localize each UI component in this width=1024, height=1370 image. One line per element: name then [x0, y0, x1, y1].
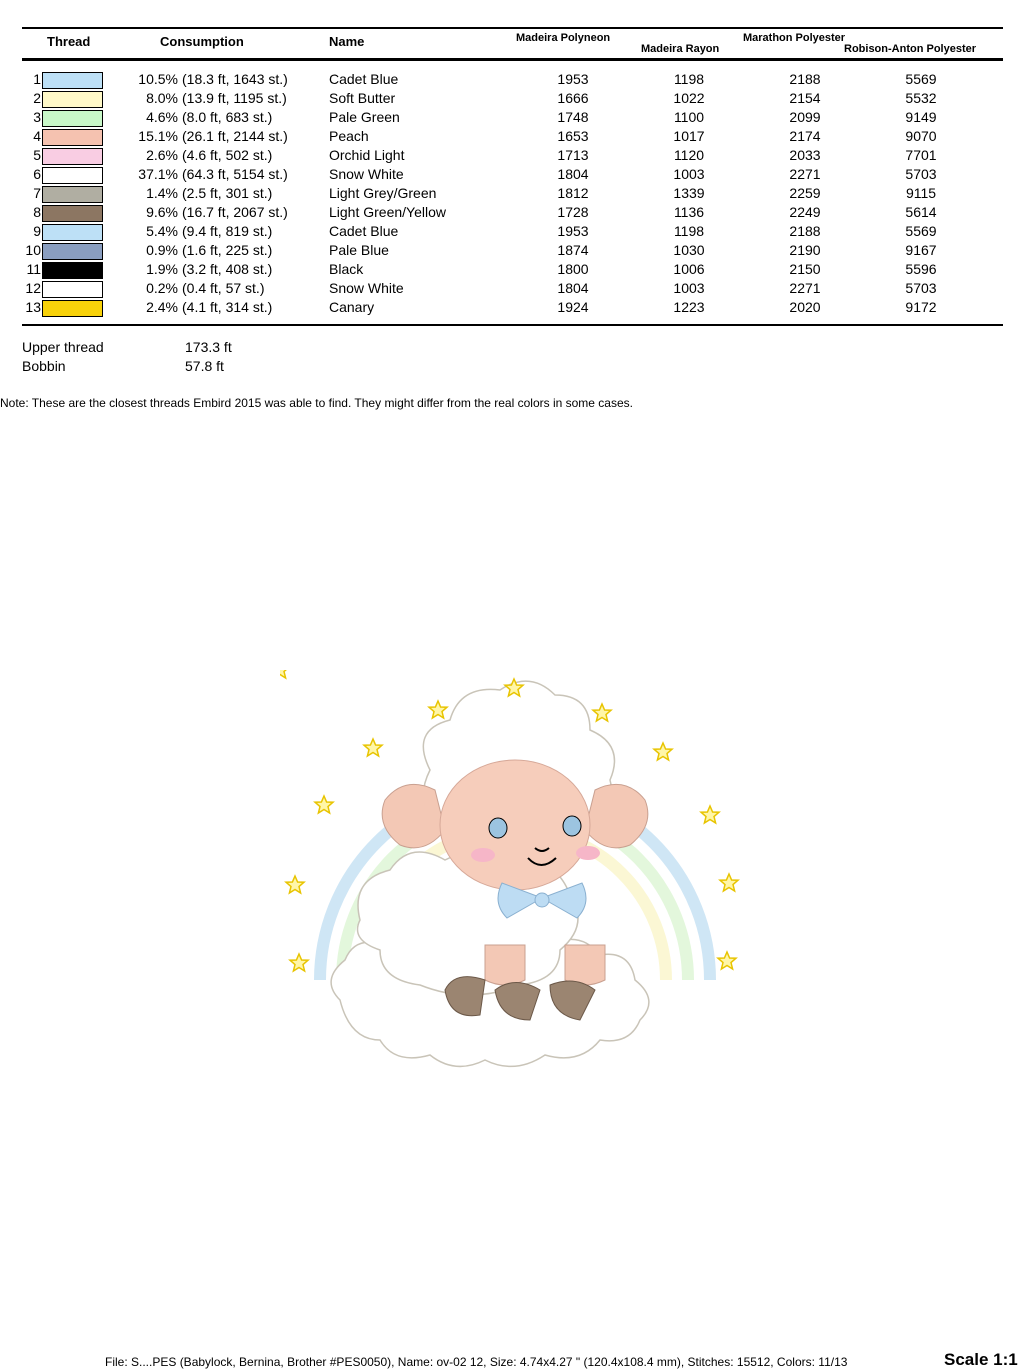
- thread-row: [0, 279, 1024, 298]
- header-robison-anton: Robison-Anton Polyester: [844, 43, 977, 55]
- madeira-polyneon-code: 1812: [557, 185, 589, 201]
- header-name: Name: [329, 34, 365, 49]
- marathon-polyester-code: 2188: [789, 71, 821, 87]
- upper-thread-value: 173.3 ft: [185, 339, 232, 355]
- marathon-polyester-code: 2174: [789, 128, 821, 144]
- thread-number: 10: [25, 242, 41, 258]
- marathon-polyester-code: 2190: [789, 242, 821, 258]
- header-thread: Thread: [47, 34, 91, 49]
- thread-percent: 0.9%: [146, 242, 178, 258]
- thread-number: 13: [25, 299, 41, 315]
- thread-usage-detail: (26.1 ft, 2144 st.): [182, 128, 288, 144]
- madeira-rayon-code: 1198: [673, 223, 705, 239]
- thread-name: Black: [329, 261, 364, 277]
- thread-percent: 15.1%: [138, 128, 178, 144]
- madeira-rayon-code: 1030: [673, 242, 705, 258]
- note-text: Note: These are the closest threads Embird 2015 was able to find. They might differ from the real colors in some cases.: [0, 396, 633, 410]
- thread-percent: 10.5%: [138, 71, 178, 87]
- thread-number: 9: [33, 223, 41, 239]
- thread-color-swatch: [42, 110, 103, 127]
- madeira-rayon-code: 1136: [673, 204, 705, 220]
- madeira-polyneon-code: 1800: [557, 261, 589, 277]
- upper-thread-label: Upper thread: [22, 339, 104, 355]
- madeira-rayon-code: 1339: [673, 185, 705, 201]
- thread-name: Pale Blue: [329, 242, 389, 258]
- robison-anton-code: 9167: [905, 242, 937, 258]
- thread-percent: 0.2%: [146, 280, 178, 296]
- madeira-polyneon-code: 1713: [557, 147, 589, 163]
- thread-usage-detail: (13.9 ft, 1195 st.): [182, 90, 287, 106]
- marathon-polyester-code: 2249: [789, 204, 821, 220]
- robison-anton-code: 5703: [905, 280, 937, 296]
- thread-color-swatch: [42, 186, 103, 203]
- thread-percent: 8.0%: [146, 90, 178, 106]
- thread-color-swatch: [42, 262, 103, 279]
- thread-name: Orchid Light: [329, 147, 405, 163]
- lamb-right-ear: [585, 784, 648, 847]
- header-madeira-rayon: Madeira Rayon: [641, 43, 720, 55]
- thread-color-swatch: [42, 243, 103, 260]
- thread-row: [0, 89, 1024, 108]
- robison-anton-code: 7701: [905, 147, 937, 163]
- marathon-polyester-code: 2271: [789, 280, 821, 296]
- thread-usage-detail: (1.6 ft, 225 st.): [182, 242, 273, 258]
- madeira-polyneon-code: 1953: [557, 223, 589, 239]
- thread-row: [0, 127, 1024, 146]
- thread-number: 11: [26, 261, 41, 277]
- robison-anton-code: 5614: [905, 204, 937, 220]
- madeira-polyneon-code: 1748: [557, 109, 589, 125]
- thread-name: Light Green/Yellow: [329, 204, 447, 220]
- robison-anton-code: 9149: [905, 109, 937, 125]
- thread-color-swatch: [42, 129, 103, 146]
- thread-usage-detail: (9.4 ft, 819 st.): [182, 223, 273, 239]
- madeira-rayon-code: 1003: [673, 166, 705, 182]
- robison-anton-code: 9115: [905, 185, 937, 201]
- thread-row: [0, 108, 1024, 127]
- thread-number: 1: [33, 71, 41, 87]
- lamb-right-cheek: [576, 846, 600, 860]
- lamb-right-eye: [563, 816, 581, 836]
- thread-usage-detail: (64.3 ft, 5154 st.): [182, 166, 288, 182]
- madeira-rayon-code: 1006: [673, 261, 705, 277]
- madeira-polyneon-code: 1804: [557, 166, 589, 182]
- thread-row: [0, 203, 1024, 222]
- marathon-polyester-code: 2259: [789, 185, 821, 201]
- thread-name: Snow White: [329, 166, 404, 182]
- thread-usage-detail: (0.4 ft, 57 st.): [182, 280, 265, 296]
- thread-percent: 2.6%: [146, 147, 178, 163]
- thread-name: Canary: [329, 299, 375, 315]
- thread-usage-detail: (4.1 ft, 314 st.): [182, 299, 273, 315]
- thread-percent: 37.1%: [138, 166, 178, 182]
- lamb-left-ear: [382, 784, 445, 847]
- lamb-left-eye: [489, 818, 507, 838]
- thread-number: 6: [33, 166, 41, 182]
- bobbin-label: Bobbin: [22, 358, 66, 374]
- header-consumption: Consumption: [160, 34, 244, 49]
- madeira-polyneon-code: 1874: [557, 242, 589, 258]
- thread-usage-detail: (4.6 ft, 502 st.): [182, 147, 273, 163]
- thread-color-swatch: [42, 72, 103, 89]
- thread-name: Snow White: [329, 280, 404, 296]
- thread-color-swatch: [42, 281, 103, 298]
- thread-name: Cadet Blue: [329, 71, 399, 87]
- thread-color-swatch: [42, 205, 103, 222]
- marathon-polyester-code: 2020: [789, 299, 821, 315]
- lamb-hooves: [445, 977, 595, 1020]
- thread-number: 2: [33, 90, 41, 106]
- thread-number: 4: [33, 128, 41, 144]
- madeira-polyneon-code: 1924: [557, 299, 589, 315]
- header-rule: [22, 58, 1003, 61]
- marathon-polyester-code: 2033: [789, 147, 821, 163]
- thread-percent: 1.9%: [146, 261, 178, 277]
- marathon-polyester-code: 2150: [789, 261, 821, 277]
- thread-number: 3: [33, 109, 41, 125]
- thread-percent: 5.4%: [146, 223, 178, 239]
- thread-number: 8: [33, 204, 41, 220]
- robison-anton-code: 9172: [905, 299, 937, 315]
- thread-percent: 4.6%: [146, 109, 178, 125]
- thread-number: 5: [33, 147, 41, 163]
- marathon-polyester-code: 2271: [789, 166, 821, 182]
- thread-row: [0, 146, 1024, 165]
- thread-row: [0, 222, 1024, 241]
- robison-anton-code: 5569: [905, 71, 937, 87]
- thread-color-swatch: [42, 224, 103, 241]
- robison-anton-code: 5569: [905, 223, 937, 239]
- thread-usage-detail: (16.7 ft, 2067 st.): [182, 204, 288, 220]
- thread-name: Soft Butter: [329, 90, 396, 106]
- marathon-polyester-code: 2188: [789, 223, 821, 239]
- madeira-rayon-code: 1100: [673, 109, 705, 125]
- madeira-rayon-code: 1120: [673, 147, 705, 163]
- madeira-rayon-code: 1198: [673, 71, 705, 87]
- bobbin-value: 57.8 ft: [185, 358, 224, 374]
- header-marathon-polyester: Marathon Polyester: [743, 32, 846, 44]
- file-info-footer: File: S....PES (Babylock, Bernina, Brother #PES0050), Name: ov-02 12, Size: 4.74x4.27 " (120.4x108.4 mm), Stitches: 15512, Colors: 11/13: [105, 1355, 848, 1369]
- thread-usage-detail: (3.2 ft, 408 st.): [182, 261, 273, 277]
- thread-row: [0, 260, 1024, 279]
- madeira-rayon-code: 1003: [673, 280, 705, 296]
- thread-color-swatch: [42, 91, 103, 108]
- madeira-rayon-code: 1017: [673, 128, 705, 144]
- robison-anton-code: 5703: [905, 166, 937, 182]
- madeira-polyneon-code: 1653: [557, 128, 589, 144]
- scale-label: Scale 1:1: [944, 1350, 1018, 1369]
- lamb-left-cheek: [471, 848, 495, 862]
- thread-name: Cadet Blue: [329, 223, 399, 239]
- marathon-polyester-code: 2154: [789, 90, 821, 106]
- header-madeira-polyneon: Madeira Polyneon: [516, 32, 611, 44]
- marathon-polyester-code: 2099: [789, 109, 821, 125]
- thread-percent: 2.4%: [146, 299, 178, 315]
- thread-number: 12: [25, 280, 41, 296]
- thread-row: [0, 298, 1024, 317]
- thread-number: 7: [33, 185, 41, 201]
- thread-usage-detail: (8.0 ft, 683 st.): [182, 109, 273, 125]
- thread-name: Peach: [329, 128, 369, 144]
- madeira-rayon-code: 1223: [673, 299, 705, 315]
- thread-color-swatch: [42, 300, 103, 317]
- thread-usage-detail: (2.5 ft, 301 st.): [182, 185, 273, 201]
- embroidery-preview-lamb: [280, 670, 750, 1090]
- madeira-polyneon-code: 1804: [557, 280, 589, 296]
- robison-anton-code: 5596: [905, 261, 937, 277]
- table-bottom-rule: [22, 324, 1003, 326]
- thread-color-swatch: [42, 148, 103, 165]
- robison-anton-code: 9070: [905, 128, 937, 144]
- thread-percent: 9.6%: [146, 204, 178, 220]
- thread-color-swatch: [42, 167, 103, 184]
- madeira-polyneon-code: 1666: [557, 90, 589, 106]
- thread-percent: 1.4%: [146, 185, 178, 201]
- thread-row: [0, 241, 1024, 260]
- thread-usage-detail: (18.3 ft, 1643 st.): [182, 71, 288, 87]
- table-top-rule: [22, 27, 1003, 29]
- thread-row: [0, 184, 1024, 203]
- robison-anton-code: 5532: [905, 90, 937, 106]
- madeira-polyneon-code: 1728: [557, 204, 589, 220]
- madeira-polyneon-code: 1953: [557, 71, 589, 87]
- thread-name: Pale Green: [329, 109, 400, 125]
- thread-name: Light Grey/Green: [329, 185, 437, 201]
- madeira-rayon-code: 1022: [673, 90, 705, 106]
- thread-row: [0, 165, 1024, 184]
- thread-row: [0, 70, 1024, 89]
